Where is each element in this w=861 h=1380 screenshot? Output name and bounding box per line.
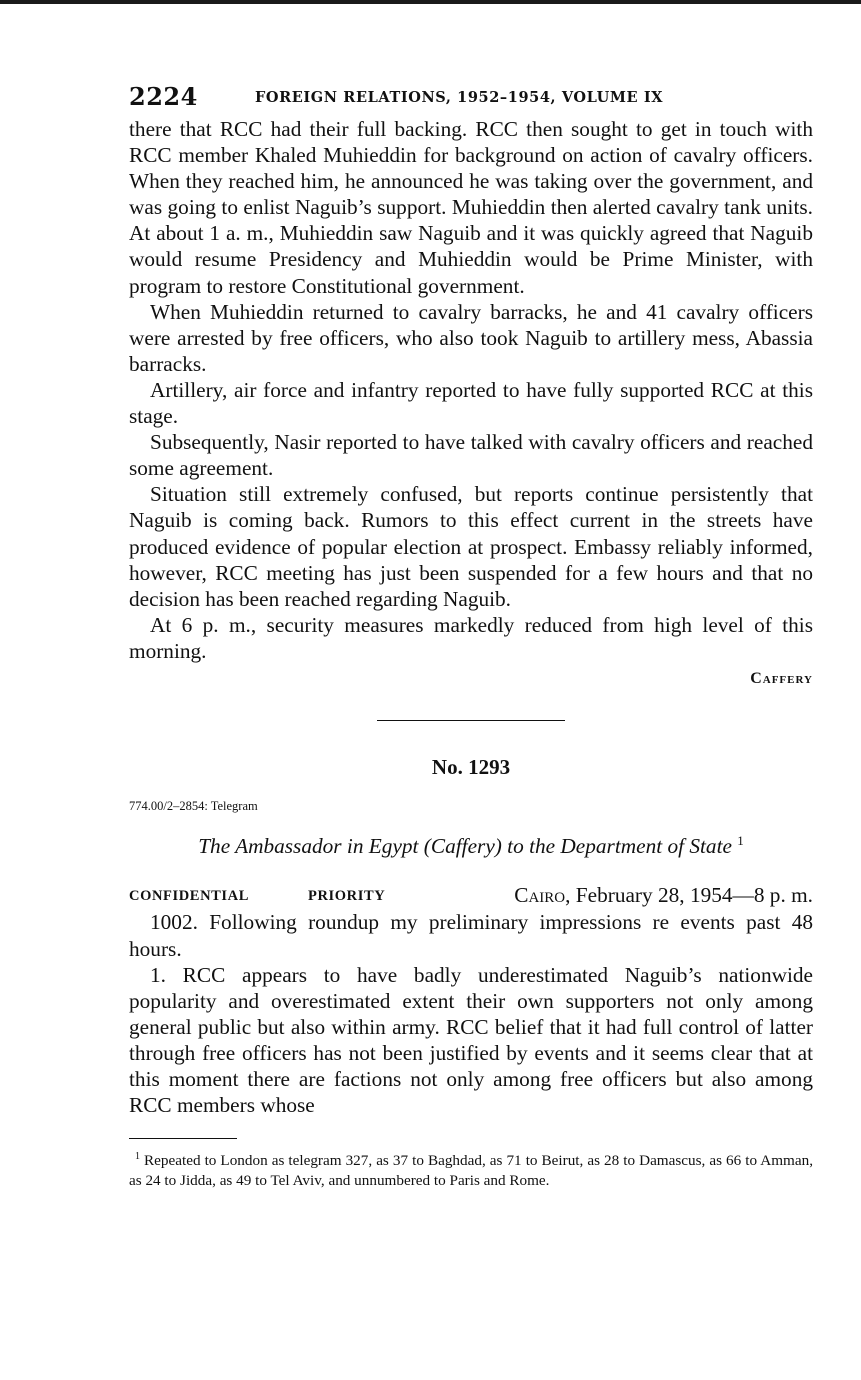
date-label: February 28, 1954—8 p. m.: [575, 883, 813, 908]
classification-label: CONFIDENTIAL: [129, 888, 249, 905]
paragraph-security: At 6 p. m., security measures markedly reduced from high level of this morning.: [129, 612, 813, 663]
paragraph-situation: Situation still extremely confused, but reports continue persistently that Naguib is coming back. Rumors to this effect current in the streets have produced evidence of popular election at prospect. Embassy reliably informed, however, RCC meeting has just been suspended for a few hours and that no decision has been reached regarding Naguib.: [129, 482, 813, 611]
paragraph-continued: there that RCC had their full backing. RCC then sought to get in touch with RCC member Khaled Muhieddin for background on action of cavalry officers. When they reached him, he announced he was taking over the government, and was going to enlist Naguib’s support. Muhieddin then alerted cavalry tank units. At about 1 a. m., Muhieddin saw Naguib and it was quickly agreed that Naguib would resume Presidency and Muhieddin would be Prime Minister, with program to restore Constitutional government.: [129, 117, 813, 298]
file-reference: 774.00/2–2854: Telegram: [129, 799, 258, 814]
document-title-text: The Ambassador in Egypt (Caffery) to the Department of State: [198, 834, 732, 859]
footnote: [129, 1147, 813, 1190]
footnote-number: 1: [135, 1151, 140, 1163]
telegram-1002-text: [129, 909, 813, 1118]
place-date: [514, 883, 813, 908]
continued-telegram-text: [129, 116, 813, 664]
page-top-border: [0, 0, 861, 4]
classification-line: [129, 883, 813, 909]
paragraph-roundup: 1002. Following roundup my preliminary impressions re events past 48 hours.: [129, 910, 813, 961]
footnote-divider: [129, 1138, 237, 1139]
section-divider: [377, 720, 565, 722]
paragraph-agreement: Subsequently, Nasir reported to have talked with cavalry officers and reached some agreement.: [129, 430, 813, 481]
paragraph-arrests: When Muhieddin returned to cavalry barracks, he and 41 cavalry officers were arrested by free officers, who also took Naguib to artillery mess, Abassia barracks.: [129, 299, 813, 376]
paragraph-support: Artillery, air force and infantry reported to have fully supported RCC at this stage.: [129, 377, 813, 429]
paragraph-point-1: 1. RCC appears to have badly underestimated Naguib’s nationwide popularity and overestimated extent their own supporters not only among general public but also within army. RCC belief that it had full control of latter through free officers has not been justified by events and it seems clear that at this moment there are factions not only among free officers but also among RCC members whose: [129, 962, 813, 1118]
signature-caffery: Caffery: [750, 669, 813, 687]
running-head: [129, 82, 813, 116]
document-number: No. 1293: [431, 755, 511, 780]
running-title: FOREIGN RELATIONS, 1952–1954, VOLUME IX: [255, 89, 664, 106]
page-number: 2224: [129, 82, 198, 111]
priority-label: PRIORITY: [308, 888, 386, 905]
footnote-text: Repeated to London as telegram 327, as 37 to Baghdad, as 71 to Beirut, as 28 to Damascus, as 66 to Amman, as 24 to Jidda, as 49 to Tel Aviv, and unnumbered to Paris and Rome.: [129, 1152, 814, 1189]
document-title: [129, 833, 813, 863]
footnote-mark: 1: [737, 833, 744, 849]
document-page: [129, 82, 813, 1190]
place-label: Cairo,: [514, 883, 571, 908]
